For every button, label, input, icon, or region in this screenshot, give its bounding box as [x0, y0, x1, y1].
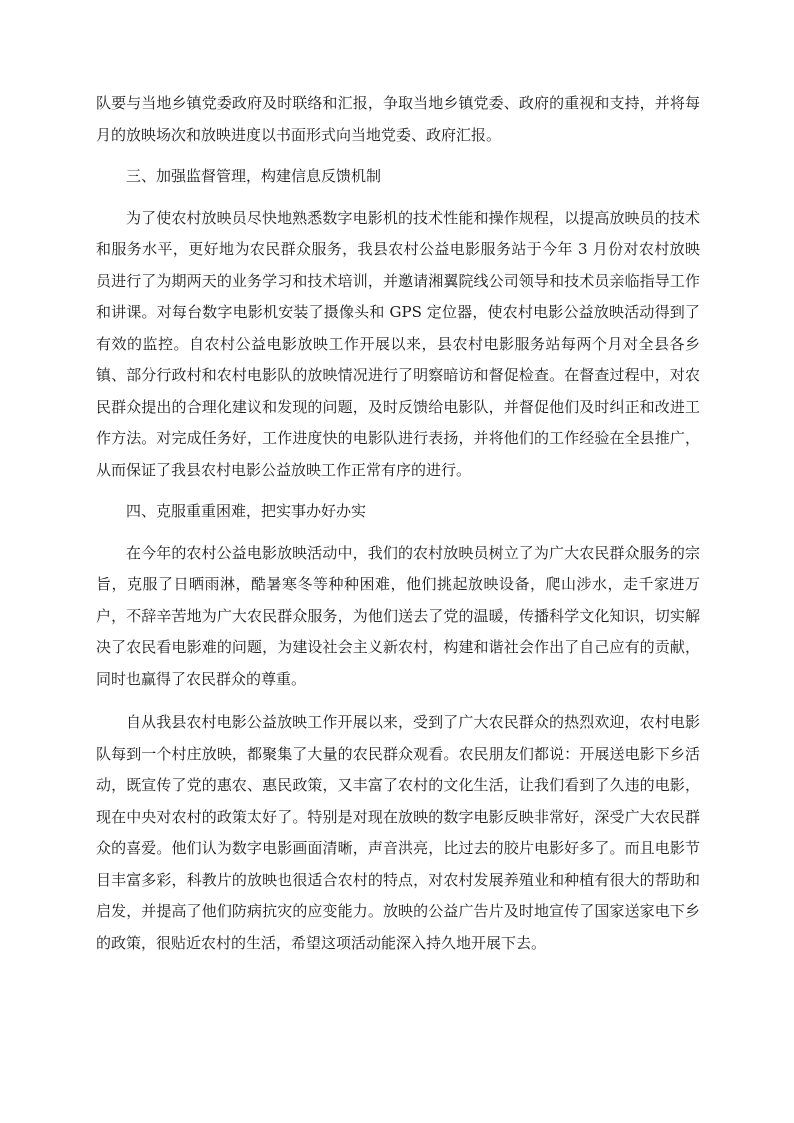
- section-heading-4: 四、克服重重困难，把实事办好办实: [126, 502, 367, 520]
- paragraph-supervision: 为了使农村放映员尽快地熟悉数字电影机的技术性能和操作规程，以提高放映员的技术和服务水平，更好地为农民群众服务，我县农村公益电影服务站于今年 3 月份对农村放映员进行了为期两天的业务学习和技术培训，并邀请湘翼院线公司领导和技术员亲临指导工作和讲课。对每台数字电影机安装了摄像头和 GPS 定位器，使农村电影公益放映活动得到了有效的监控。自农村公益电影放映工作开展以来，县农村电影服务站每两个月对全县各乡镇、部分行政村和农村电影队的放映情况进行了明察暗访和督促检查。在督查过程中，对农民群众提出的合理化建议和发现的问题，及时反馈给电影队，并督促他们及时纠正和改进工作方法。对完成任务好，工作进度快的电影队进行表扬，并将他们的工作经验在全县推广，从而保证了我县农村电影公益放映工作正常有序的进行。: [96, 208, 700, 479]
- paragraph-public-reception: 自从我县农村电影公益放映工作开展以来，受到了广大农民群众的热烈欢迎，农村电影队每到一个村庄放映，都聚集了大量的农民群众观看。农民朋友们都说：开展送电影下乡活动，既宣传了党的惠农、惠民政策，又丰富了农村的文化生活，让我们看到了久违的电影，现在中央对农村的政策太好了。特别是对现在放映的数字电影反映非常好，深受广大农民群众的喜爱。他们认为数字电影画面清晰，声音洪亮，比过去的胶片电影好多了。而且电影节目丰富多彩，科教片的放映也很适合农村的特点，对农村发展养殖业和种植有很大的帮助和启发，并提高了他们防病抗灾的应变能力。放映的公益广告片及时地宣传了国家送家电下乡的政策，很贴近农村的生活，希望这项活动能深入持久地开展下去。: [96, 713, 700, 952]
- paragraph-overcoming-difficulties: 在今年的农村公益电影放映活动中，我们的农村放映员树立了为广大农民群众服务的宗旨，克服了日晒雨淋，酷暑寒冬等种种困难，他们挑起放映设备，爬山涉水，走千家进万户，不辞辛苦地为广大农民群众服务，为他们送去了党的温暖，传播科学文化知识，切实解决了农民看电影难的问题，为建设社会主义新农村，构建和谐社会作出了自己应有的贡献，同时也赢得了农民群众的尊重。: [96, 543, 700, 688]
- section-heading-3: 三、加强监督管理，构建信息反馈机制: [126, 167, 382, 185]
- document-body: [96, 88, 700, 959]
- paragraph-continuation: 队要与当地乡镇党委政府及时联络和汇报，争取当地乡镇党委、政府的重视和支持，并将每月的放映场次和放映进度以书面形式向当地党委、政府汇报。: [96, 94, 700, 144]
